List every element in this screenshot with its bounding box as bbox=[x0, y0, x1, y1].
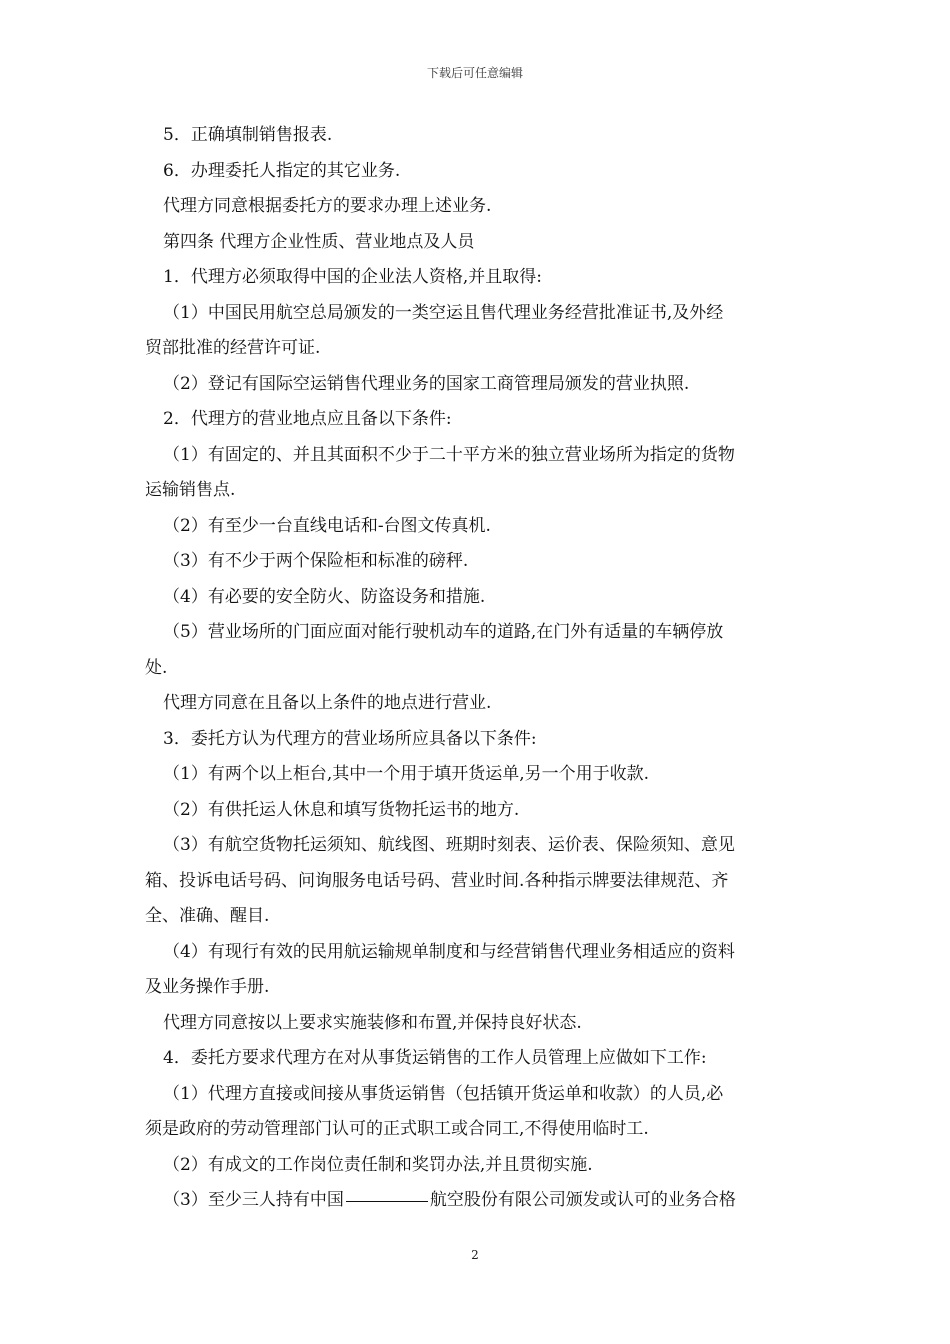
text-line: （3）有航空货物托运须知、航线图、班期时刻表、运价表、保险须知、意见 bbox=[163, 835, 735, 855]
text-line: 3．委托方认为代理方的营业场所应具备以下条件: bbox=[163, 728, 537, 749]
text-line: 代理方同意在且备以上条件的地点进行营业. bbox=[163, 693, 492, 713]
text-line: （4）有现行有效的民用航运输规单制度和与经营销售代理业务相适应的资料 bbox=[163, 941, 735, 962]
text-segment: 航空股份有限公司颁发或认可的业务合格 bbox=[429, 1190, 736, 1210]
text-segment: （3）至少三人持有中国 bbox=[163, 1190, 344, 1210]
page-number: 2 bbox=[471, 1248, 479, 1262]
text-line: （3）有不少于两个保险柜和标准的磅秤. bbox=[163, 551, 469, 571]
text-line: 6．办理委托人指定的其它业务. bbox=[163, 160, 401, 181]
text-line: 须是政府的劳动管理部门认可的正式职工或合同工,不得使用临时工. bbox=[145, 1119, 649, 1139]
text-line: （2）有成文的工作岗位责任制和奖罚办法,并且贯彻实施. bbox=[163, 1154, 593, 1175]
document-body bbox=[145, 118, 805, 1219]
text-line: 4．委托方要求代理方在对从事货运销售的工作人员管理上应做如下工作: bbox=[163, 1048, 707, 1068]
text-line: 及业务操作手册. bbox=[145, 977, 270, 997]
text-line: 5．正确填制销售报表. bbox=[163, 125, 333, 145]
text-line: 箱、投诉电话号码、问询服务电话号码、营业时间.各种指示牌要法律规范、齐 bbox=[145, 870, 729, 891]
text-line: 全、准确、醒目. bbox=[145, 906, 270, 926]
text-line-with-blank bbox=[145, 1183, 805, 1219]
text-line: 运输销售点. bbox=[145, 480, 236, 500]
text-line: （1）有固定的、并且其面积不少于二十平方米的独立营业场所为指定的货物 bbox=[163, 444, 735, 465]
text-line: 第四条 代理方企业性质、营业地点及人员 bbox=[163, 231, 475, 252]
text-line: （2）有至少一台直线电话和-台图文传真机. bbox=[163, 515, 491, 536]
fill-in-blank bbox=[346, 1200, 428, 1202]
text-line: （1）中国民用航空总局颁发的一类空运且售代理业务经营批准证书,及外经 bbox=[163, 302, 724, 323]
text-line: （2）登记有国际空运销售代理业务的国家工商管理局颁发的营业执照. bbox=[163, 373, 690, 394]
text-line: 代理方同意按以上要求实施装修和布置,并保持良好状态. bbox=[163, 1012, 582, 1033]
text-line: 处. bbox=[145, 657, 168, 678]
text-line: 1．代理方必须取得中国的企业法人资格,并且取得: bbox=[163, 267, 542, 287]
page-header: 下载后可任意编辑 bbox=[426, 66, 523, 80]
text-line: 2．代理方的营业地点应且备以下条件: bbox=[163, 409, 452, 429]
text-line: （5）营业场所的门面应面对能行驶机动车的道路,在门外有适量的车辆停放 bbox=[163, 622, 724, 642]
text-line: （1）有两个以上柜台,其中一个用于填开货运单,另一个用于收款. bbox=[163, 764, 650, 784]
text-line: （1）代理方直接或间接从事货运销售（包括镇开货运单和收款）的人员,必 bbox=[163, 1083, 724, 1104]
text-line: 贸部批准的经营许可证. bbox=[145, 338, 321, 358]
text-line: （4）有必要的安全防火、防盗设务和措施. bbox=[163, 586, 486, 607]
text-line: （2）有供托运人休息和填写货物托运书的地方. bbox=[163, 799, 520, 820]
text-line: 代理方同意根据委托方的要求办理上述业务. bbox=[163, 196, 492, 216]
